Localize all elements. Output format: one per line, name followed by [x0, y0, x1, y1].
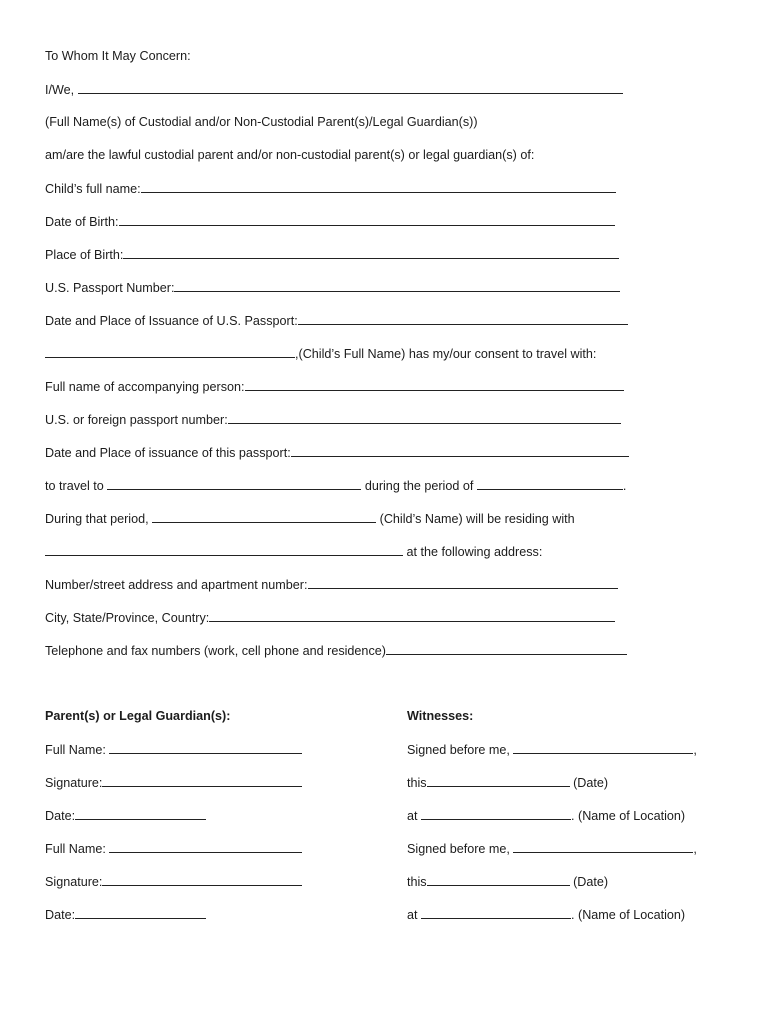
consent-line: [45, 345, 596, 362]
parent2-full-name-line: [45, 840, 302, 857]
location-paren: . (Name of Location): [571, 809, 686, 823]
witness2-signed-line: [407, 840, 697, 857]
iwe-line: [45, 81, 623, 98]
city-blank[interactable]: [209, 609, 615, 622]
witnesses-heading: Witnesses:: [407, 709, 474, 723]
street-line: [45, 576, 618, 593]
iwe-label: I/We,: [45, 83, 75, 97]
signature-label: Signature:: [45, 776, 103, 790]
accompany-passport-blank[interactable]: [228, 411, 621, 424]
residing-child-blank[interactable]: [152, 510, 376, 523]
during-that-label: During that period,: [45, 512, 149, 526]
lawful-statement: am/are the lawful custodial parent and/or non-custodial parent(s) or legal guardian(s) of:: [45, 148, 535, 162]
street-label: Number/street address and apartment number:: [45, 578, 308, 592]
travel-line: [45, 477, 626, 494]
fullnames-note: (Full Name(s) of Custodial and/or Non-Custodial Parent(s)/Legal Guardian(s)): [45, 115, 478, 129]
dob-blank[interactable]: [119, 213, 615, 226]
following-address-line: [45, 543, 542, 560]
signed-before-label: Signed before me,: [407, 842, 510, 856]
parent1-date-blank[interactable]: [75, 807, 206, 820]
child-residing-text: (Child’s Name) will be residing with: [379, 512, 575, 526]
parent1-full-name-blank[interactable]: [109, 741, 302, 754]
witness1-date-line: [407, 774, 608, 791]
pob-line: [45, 246, 619, 263]
passport-blank[interactable]: [174, 279, 620, 292]
issuance-blank[interactable]: [298, 312, 628, 325]
destination-blank[interactable]: [107, 477, 361, 490]
parent1-signature-line: [45, 774, 302, 791]
accompany-blank[interactable]: [245, 378, 624, 391]
witness1-signed-line: [407, 741, 697, 758]
witness1-location-blank[interactable]: [421, 807, 571, 820]
during-period-label: during the period of: [364, 479, 474, 493]
signed-end: ,: [693, 842, 697, 856]
witness1-location-line: [407, 807, 685, 824]
host-name-blank[interactable]: [45, 543, 403, 556]
child-name-blank[interactable]: [141, 180, 616, 193]
witness2-location-blank[interactable]: [421, 906, 571, 919]
accompany-line: [45, 378, 624, 395]
parent1-full-name-line: [45, 741, 302, 758]
travel-to-label: to travel to: [45, 479, 104, 493]
phone-line: [45, 642, 627, 659]
period-end: .: [622, 479, 627, 493]
signature-label: Signature:: [45, 875, 103, 889]
issuance-line: [45, 312, 628, 329]
accompany-passport-line: [45, 411, 621, 428]
parent2-date-line: [45, 906, 206, 923]
accompany-passport-label: U.S. or foreign passport number:: [45, 413, 228, 427]
accompany-issuance-label: Date and Place of issuance of this passport:: [45, 446, 291, 460]
date-paren: (Date): [573, 875, 609, 889]
witness1-date-blank[interactable]: [427, 774, 570, 787]
street-blank[interactable]: [308, 576, 618, 589]
child-name-line: [45, 180, 616, 197]
signed-end: ,: [693, 743, 697, 757]
witness2-date-blank[interactable]: [427, 873, 570, 886]
passport-label: U.S. Passport Number:: [45, 281, 175, 295]
full-name-label: Full Name:: [45, 743, 106, 757]
parent1-date-line: [45, 807, 206, 824]
witness2-date-line: [407, 873, 608, 890]
witness2-name-blank[interactable]: [513, 840, 693, 853]
phone-blank[interactable]: [386, 642, 627, 655]
period-blank[interactable]: [477, 477, 623, 490]
dob-label: Date of Birth:: [45, 215, 119, 229]
location-paren: . (Name of Location): [571, 908, 686, 922]
full-name-label: Full Name:: [45, 842, 106, 856]
city-label: City, State/Province, Country:: [45, 611, 210, 625]
this-label: this: [407, 776, 427, 790]
at-label: at: [407, 908, 418, 922]
during-that-line: [45, 510, 575, 527]
issuance-label: Date and Place of Issuance of U.S. Passport:: [45, 314, 298, 328]
signed-before-label: Signed before me,: [407, 743, 510, 757]
this-label: this: [407, 875, 427, 889]
city-line: [45, 609, 615, 626]
date-paren: (Date): [573, 776, 609, 790]
accompany-label: Full name of accompanying person:: [45, 380, 245, 394]
consent-child-blank[interactable]: [45, 345, 295, 358]
parent1-signature-blank[interactable]: [102, 774, 302, 787]
witness1-name-blank[interactable]: [513, 741, 693, 754]
dob-line: [45, 213, 615, 230]
at-label: at: [407, 809, 418, 823]
salutation: To Whom It May Concern:: [45, 49, 191, 63]
parent-names-blank[interactable]: [78, 81, 623, 94]
phone-label: Telephone and fax numbers (work, cell phone and residence): [45, 644, 386, 658]
parent2-signature-blank[interactable]: [102, 873, 302, 886]
consent-text: ,(Child’s Full Name) has my/our consent to travel with:: [295, 347, 597, 361]
parents-heading: Parent(s) or Legal Guardian(s):: [45, 709, 231, 723]
pob-blank[interactable]: [123, 246, 619, 259]
parent2-full-name-blank[interactable]: [109, 840, 302, 853]
following-address-text: at the following address:: [406, 545, 543, 559]
child-name-label: Child’s full name:: [45, 182, 141, 196]
accompany-issuance-line: [45, 444, 629, 461]
accompany-issuance-blank[interactable]: [291, 444, 629, 457]
date-label: Date:: [45, 809, 76, 823]
pob-label: Place of Birth:: [45, 248, 124, 262]
parent2-date-blank[interactable]: [75, 906, 206, 919]
passport-line: [45, 279, 620, 296]
witness2-location-line: [407, 906, 685, 923]
parent2-signature-line: [45, 873, 302, 890]
date-label: Date:: [45, 908, 76, 922]
